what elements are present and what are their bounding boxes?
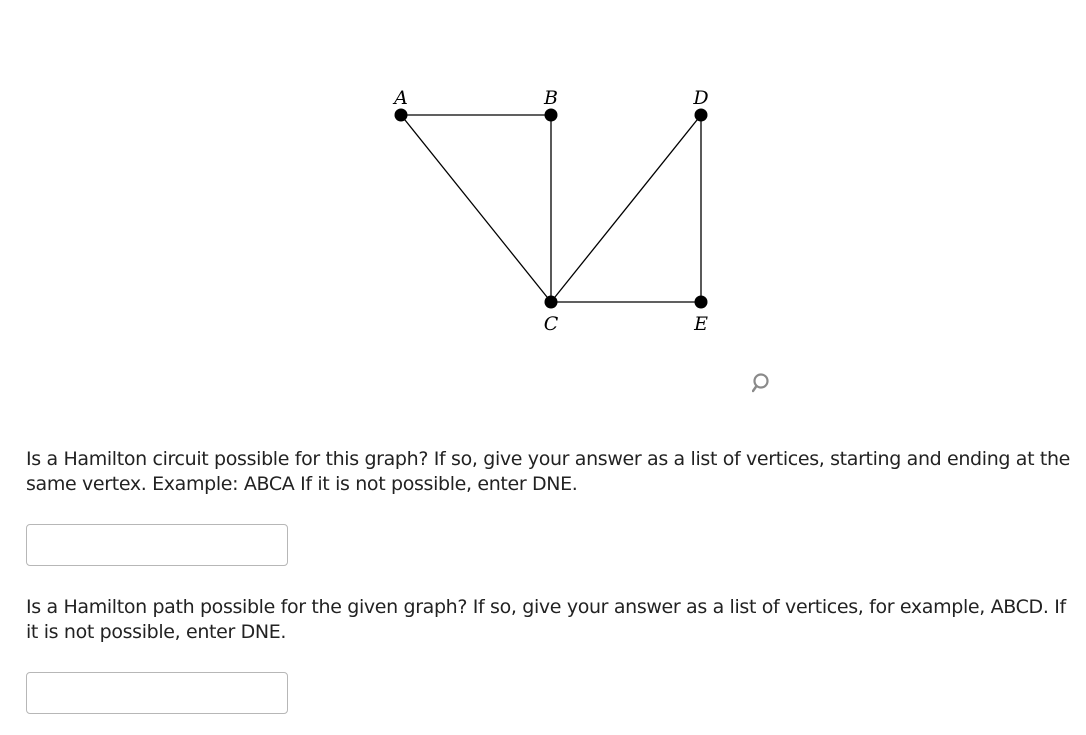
- vertex-label-A: A: [394, 87, 408, 109]
- path-answer-input[interactable]: [26, 672, 288, 714]
- vertex-label-C: C: [543, 313, 559, 335]
- graph-edges: [401, 115, 701, 302]
- circuit-answer-input[interactable]: [26, 524, 288, 566]
- vertex-label-D: D: [693, 87, 709, 109]
- edge-AC: [401, 115, 551, 302]
- vertex-label-B: B: [544, 87, 558, 109]
- circuit-question-text: Is a Hamilton circuit possible for this graph? If so, give your answer as a list of vertices, starting and ending at the same vertex. Example: ABCA If it is not possible, enter DNE.: [26, 448, 1071, 495]
- vertex-D: [695, 109, 708, 122]
- vertex-E: [695, 296, 708, 309]
- magnifier-icon[interactable]: [752, 372, 776, 398]
- vertex-C: [545, 296, 558, 309]
- vertex-A: [395, 109, 408, 122]
- edge-CD: [551, 115, 701, 302]
- vertex-B: [545, 109, 558, 122]
- path-question-text: Is a Hamilton path possible for the given graph? If so, give your answer as a list of vertices, for example, ABCD. If it is not possible, enter DNE.: [26, 596, 1066, 643]
- vertex-label-E: E: [694, 313, 708, 335]
- graph-figure: [0, 0, 1086, 360]
